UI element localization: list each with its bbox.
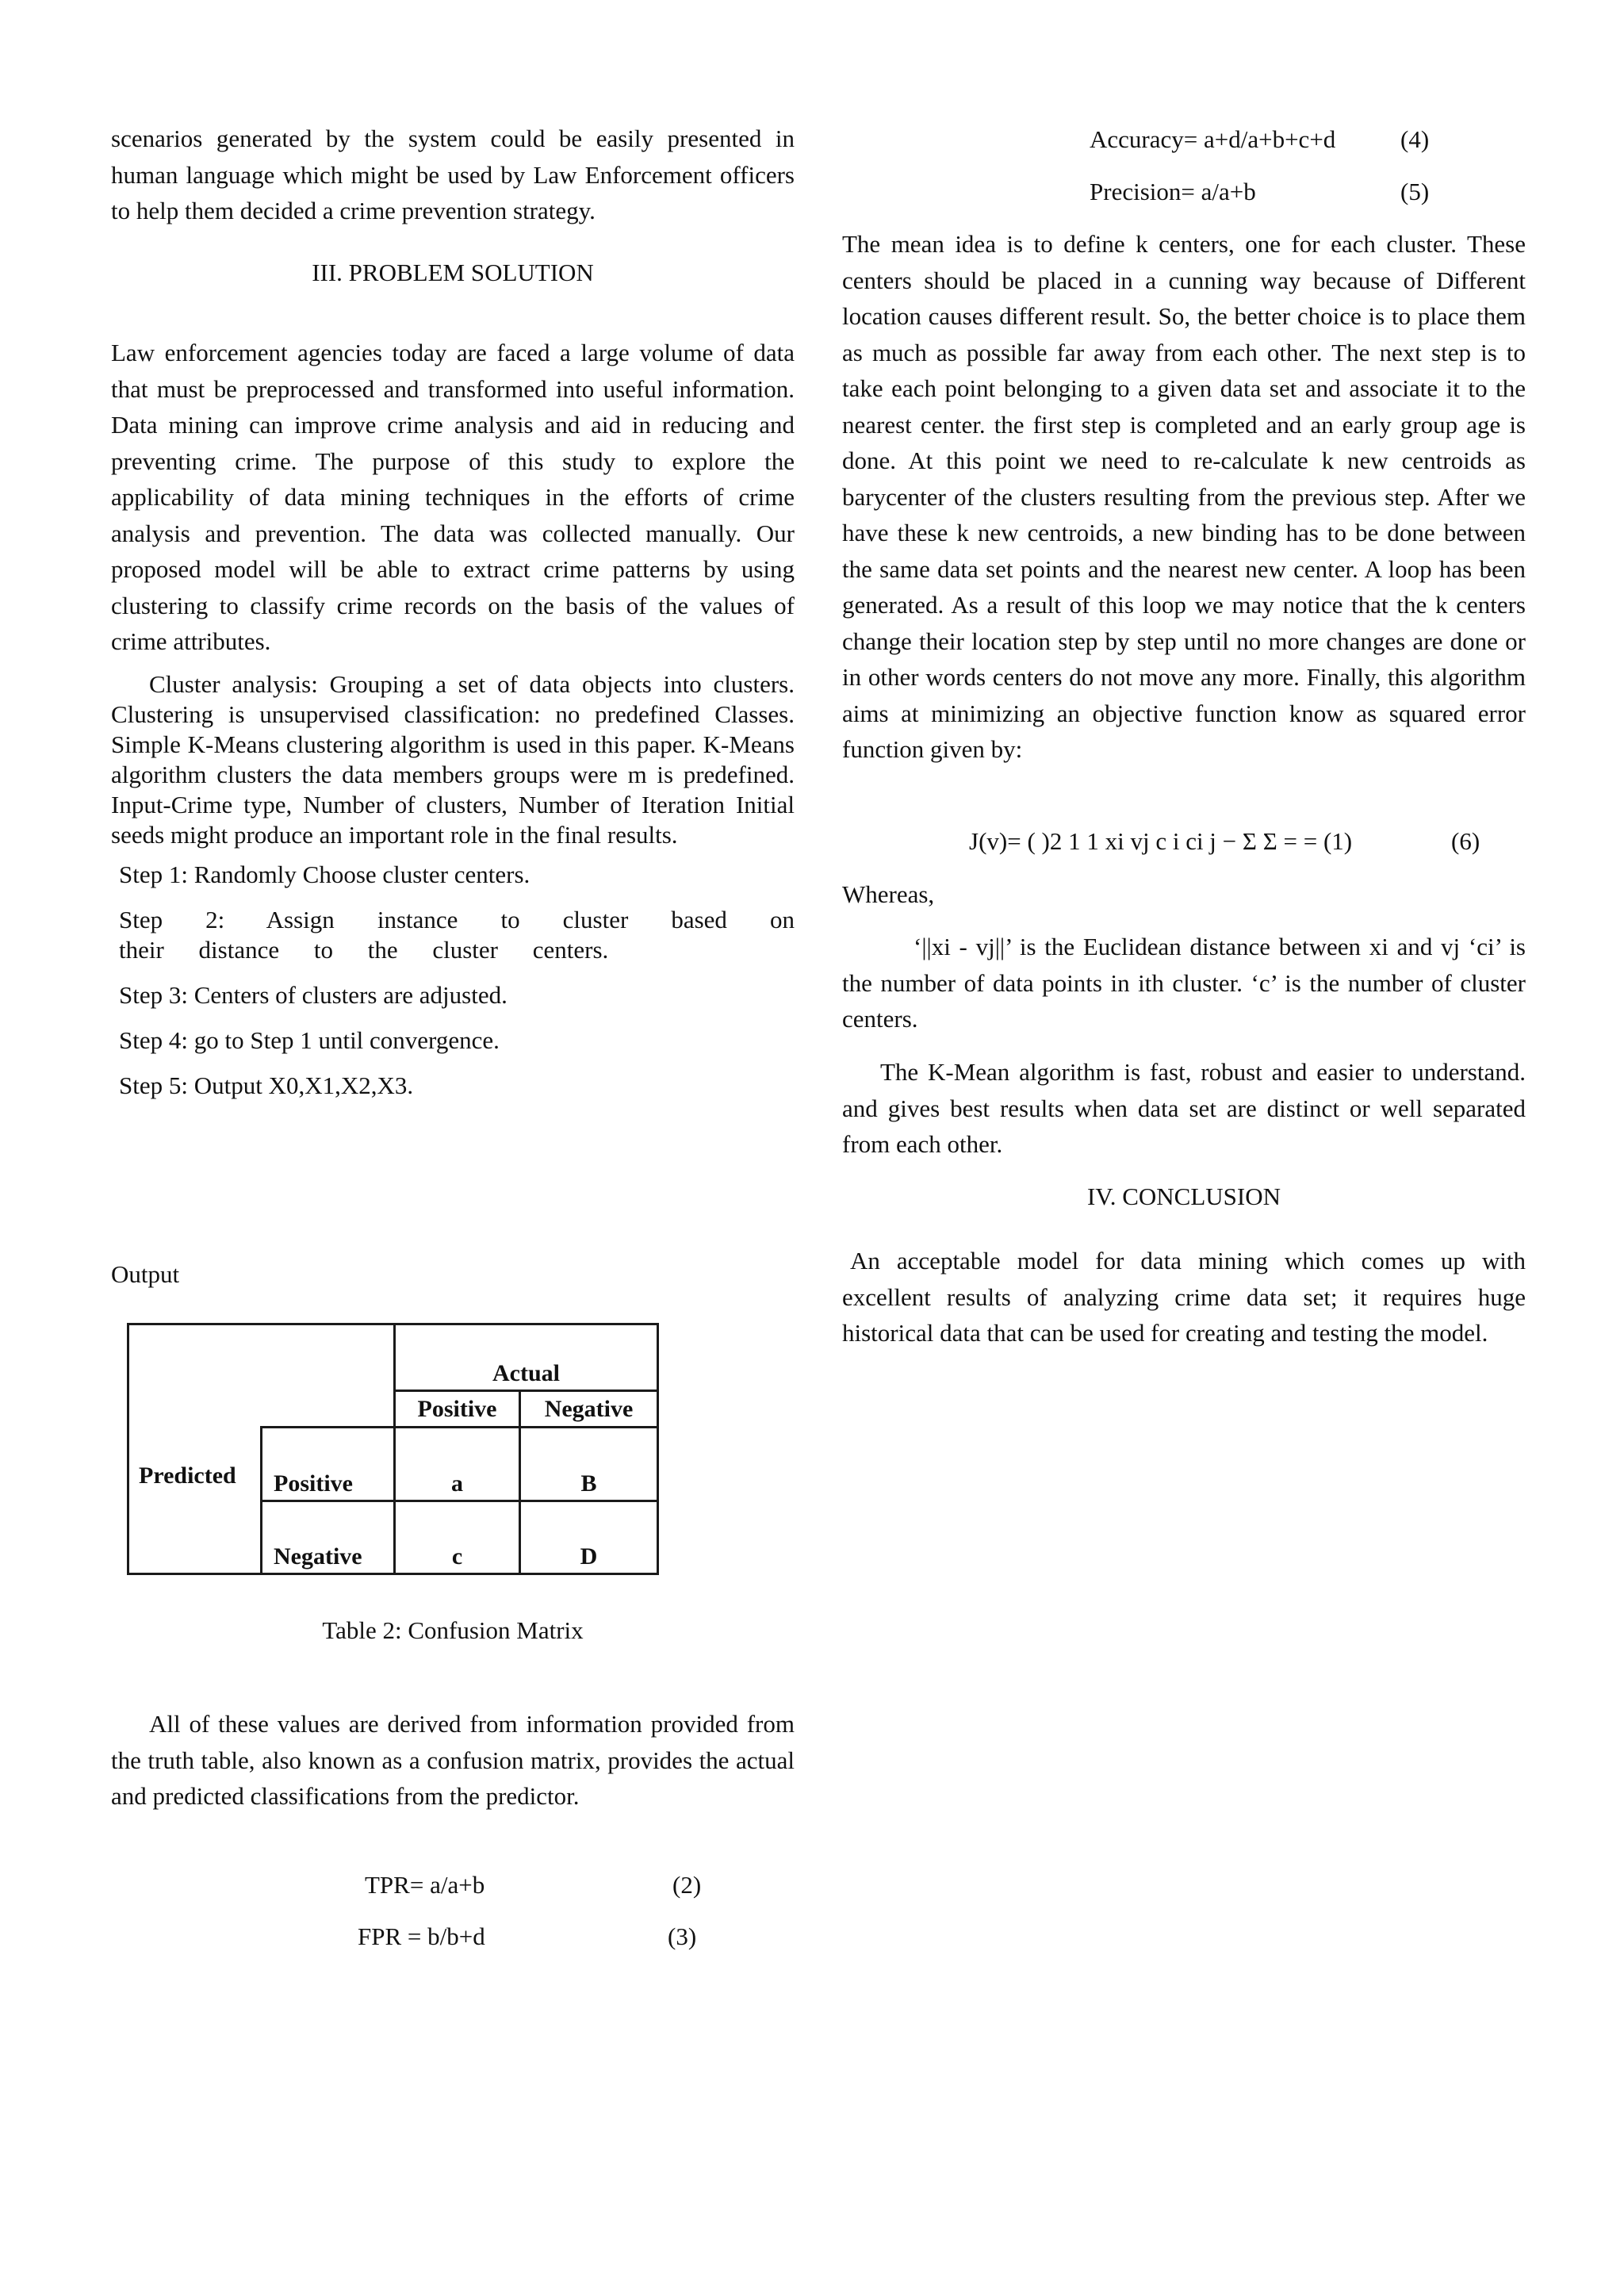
paragraph-law-enforcement: Law enforcement agencies today are faced a large volume of data that must be preprocessed and transformed into useful information. Data mining can improve crime analysis and aid in reducing and preventing crime. The purpose of this study to explore the applicability of data mining techniques in the efforts of crime analysis and prevention. The data was collected manually. Our proposed model will be able to extract crime patterns by using clustering to classify crime records on the basis of the values of crime attributes.: [111, 339, 795, 655]
paragraph-cluster-analysis: Cluster analysis: Grouping a set of data objects into clusters. Clustering is unsupervised classification: no predefined Classes. Simple K-Means clustering algorithm is used in this paper. K-Means algorithm clusters the data members groups were m is predefined. Input-Crime type, Number of clusters, Number of Iteration Initial seeds might produce an important role in the final results.: [111, 669, 795, 849]
precision-formula: Precision= a/a+b: [1090, 178, 1256, 205]
tpr-equation-number: (2): [672, 1871, 702, 1899]
left-column: [111, 121, 795, 1101]
matrix-row-positive: Positive: [262, 1428, 395, 1501]
paragraph-definitions: ‘||xi - vj||’ is the Euclidean distance between xi and vj ‘ci’ is the number of data points in ith cluster. ‘c’ is the number of cluster centers.: [842, 933, 1526, 1033]
paragraph-k-means-idea: The mean idea is to define k centers, one for each cluster. These centers should be placed in a cunning way because of Different location causes different result. So, the better choice is to place them as much as possible far away from each other. The next step is to take each point belonging to a given data set and associate it to the nearest center. the first step is completed and an early group age is done. At this point we need to re-calculate k new centroids as barycenter of the clusters resulting from the previous step. After we have these k new centroids, a new binding has to be done between the same data set points and the nearest new center. A loop has been generated. As a result of this loop we may notice that the k centers change their location step by step until no more changes are done or in other words centers do not move any more. Finally, this algorithm aims at minimizing an objective function know as squared error function given by:: [842, 230, 1526, 763]
matrix-row-negative: Negative: [262, 1501, 395, 1573]
accuracy-equation-number: (4): [1400, 125, 1430, 153]
matrix-cell-a: a: [395, 1428, 520, 1501]
paragraph-k-mean-summary: The K-Mean algorithm is fast, robust and easier to understand. and gives best results when data set are distinct or well separated from each other.: [842, 1058, 1526, 1158]
matrix-cell-b: B: [520, 1428, 658, 1501]
section-heading-conclusion: IV. CONCLUSION: [1086, 1182, 1281, 1210]
output-label: Output: [111, 1260, 180, 1288]
steps-list: [111, 860, 795, 1101]
fpr-equation-number: (3): [668, 1922, 697, 1950]
squared-error-equation-number: (6): [1451, 827, 1480, 855]
step-4: Step 4: go to Step 1 until convergence.: [119, 1025, 500, 1054]
matrix-cell-d: D: [520, 1501, 658, 1573]
step-2: Step 2: Assign instance to cluster based on their distance to the cluster centers.: [119, 905, 795, 964]
precision-equation-number: (5): [1400, 178, 1430, 205]
step-3: Step 3: Centers of clusters are adjusted.: [119, 980, 508, 1009]
section-heading-problem-solution: III. PROBLEM SOLUTION: [312, 258, 594, 286]
matrix-col-negative: Negative: [520, 1391, 658, 1428]
paragraph-conclusion: An acceptable model for data mining which comes up with excellent results of analyzing crime data set; it requires huge historical data that can be used for creating and testing the model.: [842, 1247, 1526, 1347]
matrix-col-positive: Positive: [395, 1391, 520, 1428]
step-1: Step 1: Randomly Choose cluster centers.: [119, 860, 530, 888]
step-5: Step 5: Output X0,X1,X2,X3.: [119, 1071, 414, 1099]
matrix-row-header-predicted: Predicted: [128, 1428, 262, 1574]
accuracy-formula: Accuracy= a+d/a+b+c+d: [1090, 125, 1336, 153]
confusion-matrix-table: [127, 1323, 659, 1575]
table-caption: Table 2: Confusion Matrix: [322, 1616, 584, 1644]
squared-error-formula: J(v)= ( )2 1 1 xi vj c i ci j − Σ Σ = = (1): [969, 827, 1353, 855]
matrix-empty-corner: [128, 1324, 395, 1428]
intro-paragraph: scenarios generated by the system could be easily presented in human language which might be used by Law Enforcement officers to help them decided a crime prevention strategy.: [111, 125, 795, 224]
fpr-formula: FPR = b/b+d: [358, 1922, 485, 1950]
whereas-label: Whereas,: [842, 880, 935, 908]
matrix-header-actual: Actual: [395, 1324, 658, 1391]
matrix-cell-c: c: [395, 1501, 520, 1573]
tpr-formula: TPR= a/a+b: [365, 1871, 485, 1899]
paragraph-confusion-matrix: All of these values are derived from information provided from the truth table, also known as a confusion matrix, provides the actual and predicted classifications from the predictor.: [111, 1710, 795, 1810]
